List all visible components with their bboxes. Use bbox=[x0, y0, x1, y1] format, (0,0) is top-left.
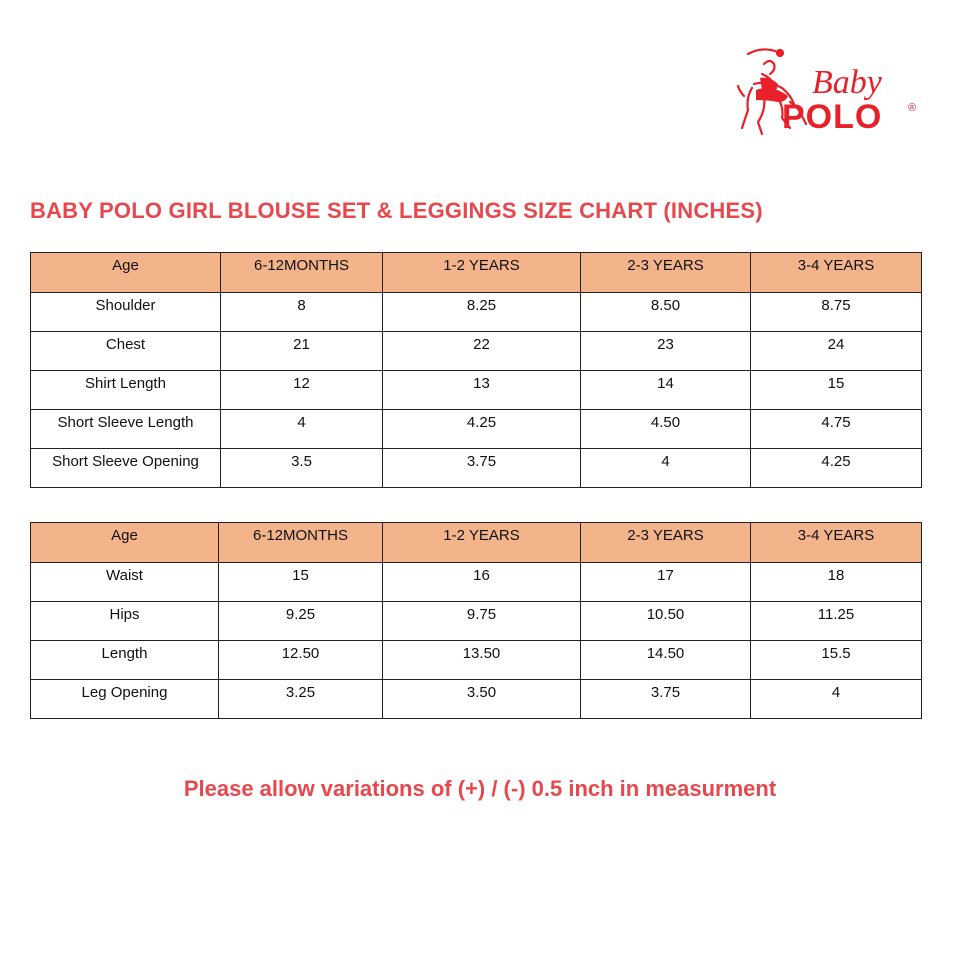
header-cell: 1-2 YEARS bbox=[383, 253, 581, 293]
table-cell: 8.50 bbox=[581, 293, 751, 332]
page-title: BABY POLO GIRL BLOUSE SET & LEGGINGS SIZE CHART (INCHES) bbox=[30, 198, 763, 223]
table-cell: 21 bbox=[221, 332, 383, 371]
table-row bbox=[31, 641, 922, 680]
table-row bbox=[31, 332, 922, 371]
table-cell: 4.25 bbox=[383, 410, 581, 449]
header-cell: 6-12MONTHS bbox=[219, 523, 383, 563]
brand-logo bbox=[734, 44, 924, 140]
logo-polo-text: POLO bbox=[782, 98, 883, 136]
table-row bbox=[31, 371, 922, 410]
table-cell: 4.50 bbox=[581, 410, 751, 449]
table-cell: 8 bbox=[221, 293, 383, 332]
table-row bbox=[31, 449, 922, 488]
table-cell: 18 bbox=[751, 563, 922, 602]
measurement-variation-note: Please allow variations of (+) / (-) 0.5 inch in measurment bbox=[183, 776, 777, 801]
table-cell: 16 bbox=[383, 563, 581, 602]
table-cell: 14.50 bbox=[581, 641, 751, 680]
table-cell: 4.75 bbox=[751, 410, 922, 449]
table-cell: 4 bbox=[221, 410, 383, 449]
table-cell: 12 bbox=[221, 371, 383, 410]
table-row bbox=[31, 680, 922, 719]
table-cell: 4.25 bbox=[751, 449, 922, 488]
table-cell: 3.5 bbox=[221, 449, 383, 488]
row-label: Waist bbox=[31, 563, 219, 602]
table-cell: 10.50 bbox=[581, 602, 751, 641]
logo-baby-text: Baby bbox=[812, 64, 882, 101]
row-label: Hips bbox=[31, 602, 219, 641]
table-cell: 4 bbox=[581, 449, 751, 488]
header-cell: 2-3 YEARS bbox=[581, 253, 751, 293]
table-row bbox=[31, 410, 922, 449]
table-cell: 3.25 bbox=[219, 680, 383, 719]
row-label: Leg Opening bbox=[31, 680, 219, 719]
table-cell: 14 bbox=[581, 371, 751, 410]
blouse-size-table bbox=[30, 252, 922, 488]
row-label: Shirt Length bbox=[31, 371, 221, 410]
row-label: Shoulder bbox=[31, 293, 221, 332]
table-cell: 4 bbox=[751, 680, 922, 719]
table-cell: 8.75 bbox=[751, 293, 922, 332]
table-cell: 9.75 bbox=[383, 602, 581, 641]
table-cell: 12.50 bbox=[219, 641, 383, 680]
table-cell: 15 bbox=[751, 371, 922, 410]
table-cell: 17 bbox=[581, 563, 751, 602]
table-cell: 13 bbox=[383, 371, 581, 410]
header-cell: 2-3 YEARS bbox=[581, 523, 751, 563]
row-label: Chest bbox=[31, 332, 221, 371]
table-header-row bbox=[31, 523, 922, 563]
table-cell: 24 bbox=[751, 332, 922, 371]
header-cell: Age bbox=[31, 253, 221, 293]
table-row bbox=[31, 563, 922, 602]
table-cell: 8.25 bbox=[383, 293, 581, 332]
table-cell: 23 bbox=[581, 332, 751, 371]
table-row bbox=[31, 293, 922, 332]
table-cell: 22 bbox=[383, 332, 581, 371]
header-cell: 3-4 YEARS bbox=[751, 523, 922, 563]
registered-mark: ® bbox=[908, 102, 917, 114]
table-cell: 11.25 bbox=[751, 602, 922, 641]
table-cell: 15.5 bbox=[751, 641, 922, 680]
table-cell: 13.50 bbox=[383, 641, 581, 680]
leggings-size-table bbox=[30, 522, 922, 719]
table-row bbox=[31, 602, 922, 641]
header-cell: 1-2 YEARS bbox=[383, 523, 581, 563]
row-label: Short Sleeve Opening bbox=[31, 449, 221, 488]
table-cell: 3.75 bbox=[581, 680, 751, 719]
table-cell: 3.50 bbox=[383, 680, 581, 719]
header-cell: Age bbox=[31, 523, 219, 563]
table-cell: 9.25 bbox=[219, 602, 383, 641]
table-header-row bbox=[31, 253, 922, 293]
header-cell: 3-4 YEARS bbox=[751, 253, 922, 293]
row-label: Short Sleeve Length bbox=[31, 410, 221, 449]
row-label: Length bbox=[31, 641, 219, 680]
header-cell: 6-12MONTHS bbox=[221, 253, 383, 293]
table-cell: 15 bbox=[219, 563, 383, 602]
table-cell: 3.75 bbox=[383, 449, 581, 488]
